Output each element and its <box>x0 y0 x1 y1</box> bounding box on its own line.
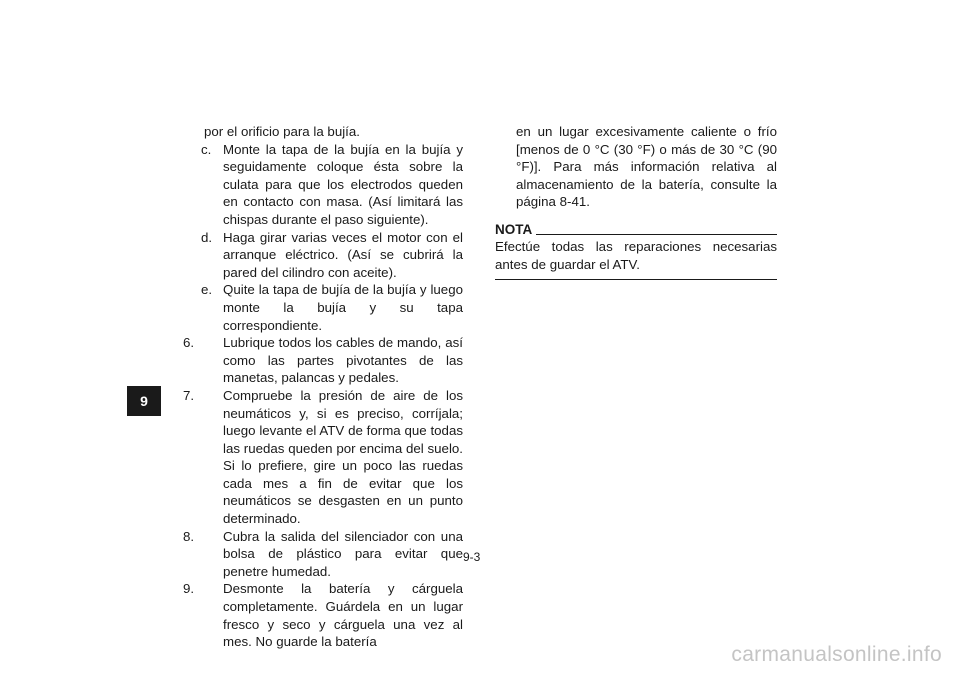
note-text: Efectúe todas las reparaciones necesarias antes de guardar el ATV. <box>495 238 777 280</box>
sub-item-text: Haga girar varias veces el motor con el arranque eléctrico. (Así se cubrirá la pared del cilindro con aceite). <box>223 229 463 280</box>
note-divider <box>536 234 777 235</box>
list-item-text: Lubrique todos los cables de mando, así como las partes pivotantes de las manetas, palancas y pedales. <box>223 335 463 386</box>
sub-item-e <box>183 281 463 334</box>
sub-item-label: e. <box>201 282 213 298</box>
page-number: 9-3 <box>463 550 481 564</box>
list-item-text: Cubra la salida del silenciador con una bolsa de plástico para evitar que penetre humedad. <box>223 528 463 579</box>
sub-item-text: Quite la tapa de bujía de la bujía y luego monte la bujía y su tapa correspondiente. <box>223 282 463 333</box>
left-column <box>183 123 463 651</box>
chapter-tab: 9 <box>127 386 161 416</box>
sub-item-label: d. <box>201 229 213 245</box>
sub-item-d <box>183 229 463 282</box>
sub-item-text: Monte la tapa de la bujía en la bujía y seguidamente coloque ésta sobre la culata para que los electrodos queden en contacto con masa. (Así limitará las chispas durante el paso siguiente). <box>223 141 463 227</box>
note-title: NOTA <box>495 221 533 237</box>
continuation-text: en un lugar excesivamente caliente o frío [menos de 0 °C (30 °F) o más de 30 °C (90 °F)]. Para más información relativa al almacenamiento de la batería, consulte la página 8-41. <box>516 124 777 210</box>
watermark: carmanualsonline.info <box>731 643 942 666</box>
list-item-label: 6. <box>183 335 195 351</box>
continuation-text: por el orificio para la bujía. <box>204 124 360 139</box>
list-item-9 <box>183 580 463 650</box>
list-item-text: Desmonte la batería y cárguela completamente. Guárdela en un lugar fresco y seco y cárguela una vez al mes. No guarde la batería <box>223 581 463 650</box>
sub-item-label: c. <box>201 141 212 157</box>
list-item-label: 9. <box>183 581 195 597</box>
list-item-8 <box>183 528 463 581</box>
list-item-7 <box>183 387 463 528</box>
list-item-label: 7. <box>183 387 195 403</box>
note-header <box>495 222 777 238</box>
list-item-text: Compruebe la presión de aire de los neumáticos y, si es preciso, corríjala; luego levante el ATV de forma que todas las ruedas queden por encima del suelo. Si lo prefiere, gire un poco las ruedas cada mes a fin de evitar que los neumáticos se desgasten en un punto determinado. <box>223 387 463 527</box>
list-item-label: 8. <box>183 528 195 544</box>
right-column <box>495 123 777 280</box>
list-item-6 <box>183 334 463 387</box>
sub-item-c <box>183 141 463 229</box>
